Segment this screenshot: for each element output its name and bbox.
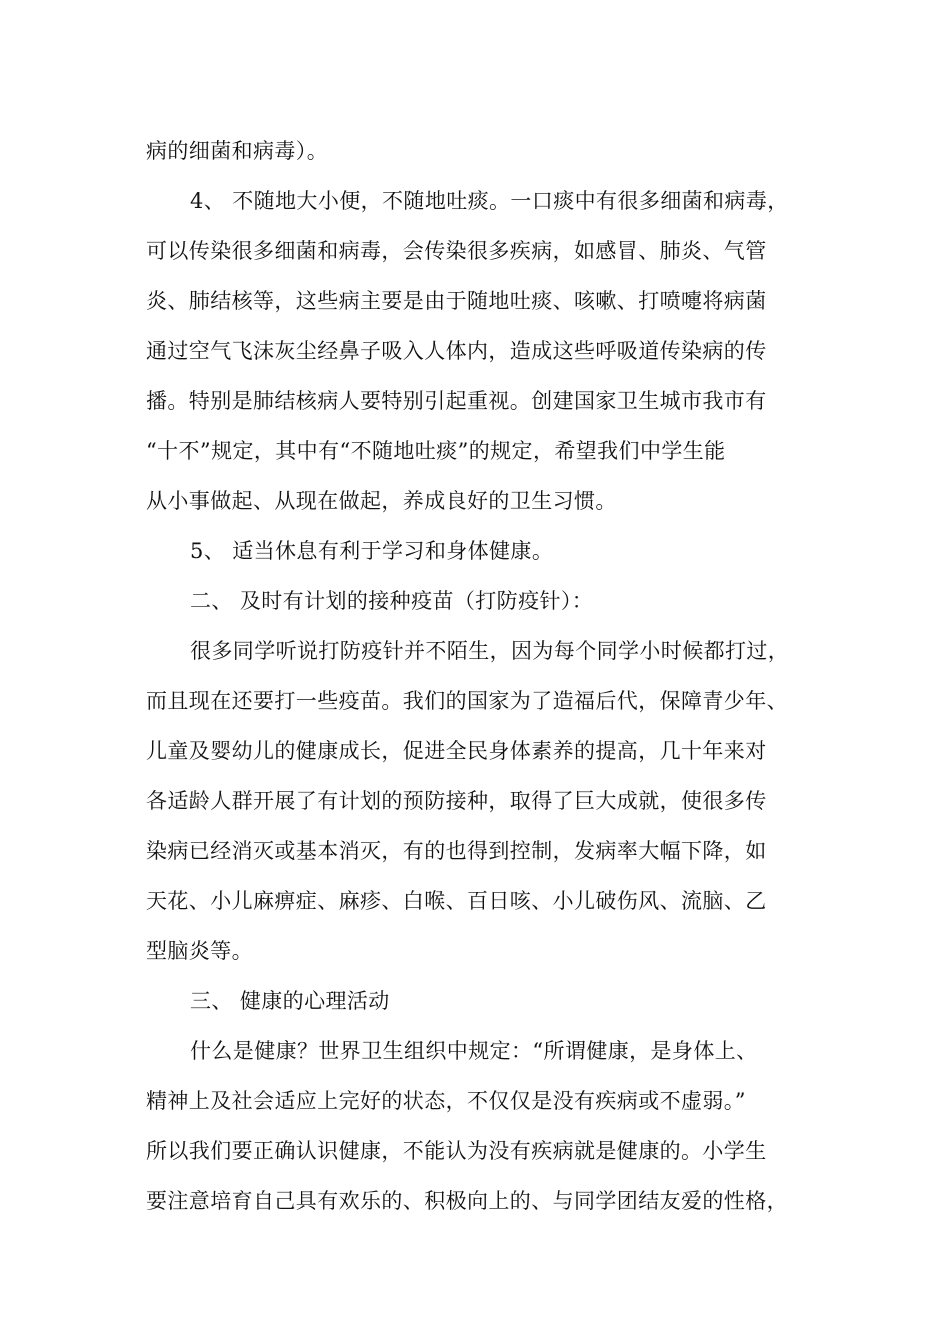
- section-heading-3: 三、 健康的心理活动: [190, 989, 390, 1013]
- list-item-4: 4、 不随地大小便，不随地吐痰。一口痰中有很多细菌和病毒，: [190, 189, 789, 213]
- text-line: 精神上及社会适应上完好的状态，不仅仅是没有疾病或不虚弱。”: [146, 1089, 746, 1113]
- text-line: 通过空气飞沫灰尘经鼻子吸入人体内，造成这些呼吸道传染病的传: [146, 339, 767, 363]
- paragraph-start: 什么是健康？世界卫生组织中规定：“所谓健康，是身体上、: [190, 1039, 758, 1063]
- text-line: 所以我们要正确认识健康，不能认为没有疾病就是健康的。小学生: [146, 1139, 767, 1163]
- text-line: 而且现在还要打一些疫苗。我们的国家为了造福后代，保障青少年、: [146, 689, 788, 713]
- text-line: 染病已经消灭或基本消灭，有的也得到控制，发病率大幅下降，如: [146, 839, 767, 863]
- text-line: 可以传染很多细菌和病毒，会传染很多疾病，如感冒、肺炎、气管: [146, 239, 767, 263]
- text-line: 从小事做起、从现在做起，养成良好的卫生习惯。: [146, 489, 617, 513]
- text-line: 播。特别是肺结核病人要特别引起重视。创建国家卫生城市我市有: [146, 389, 767, 413]
- text-line: 型脑炎等。: [146, 939, 253, 963]
- text-line: “十不”规定，其中有“不随地吐痰”的规定，希望我们中学生能: [146, 439, 726, 463]
- section-heading-2: 二、 及时有计划的接种疫苗（打防疫针）：: [190, 589, 594, 613]
- paragraph-start: 很多同学听说打防疫针并不陌生，因为每个同学小时候都打过，: [190, 639, 790, 663]
- text-line: 病的细菌和病毒）。: [146, 139, 329, 163]
- text-line: 各适龄人群开展了有计划的预防接种，取得了巨大成就，使很多传: [146, 789, 767, 813]
- text-line: 儿童及婴幼儿的健康成长，促进全民身体素养的提高，几十年来对: [146, 739, 767, 763]
- list-item-5: 5、 适当休息有利于学习和身体健康。: [190, 539, 554, 563]
- text-line: 炎、肺结核等，这些病主要是由于随地吐痰、咳嗽、打喷嚏将病菌: [146, 289, 767, 313]
- text-line: 要注意培育自己具有欢乐的、积极向上的、与同学团结友爱的性格，: [146, 1189, 788, 1213]
- text-line: 天花、小儿麻痹症、麻疹、白喉、百日咳、小儿破伤风、流脑、乙: [146, 889, 767, 913]
